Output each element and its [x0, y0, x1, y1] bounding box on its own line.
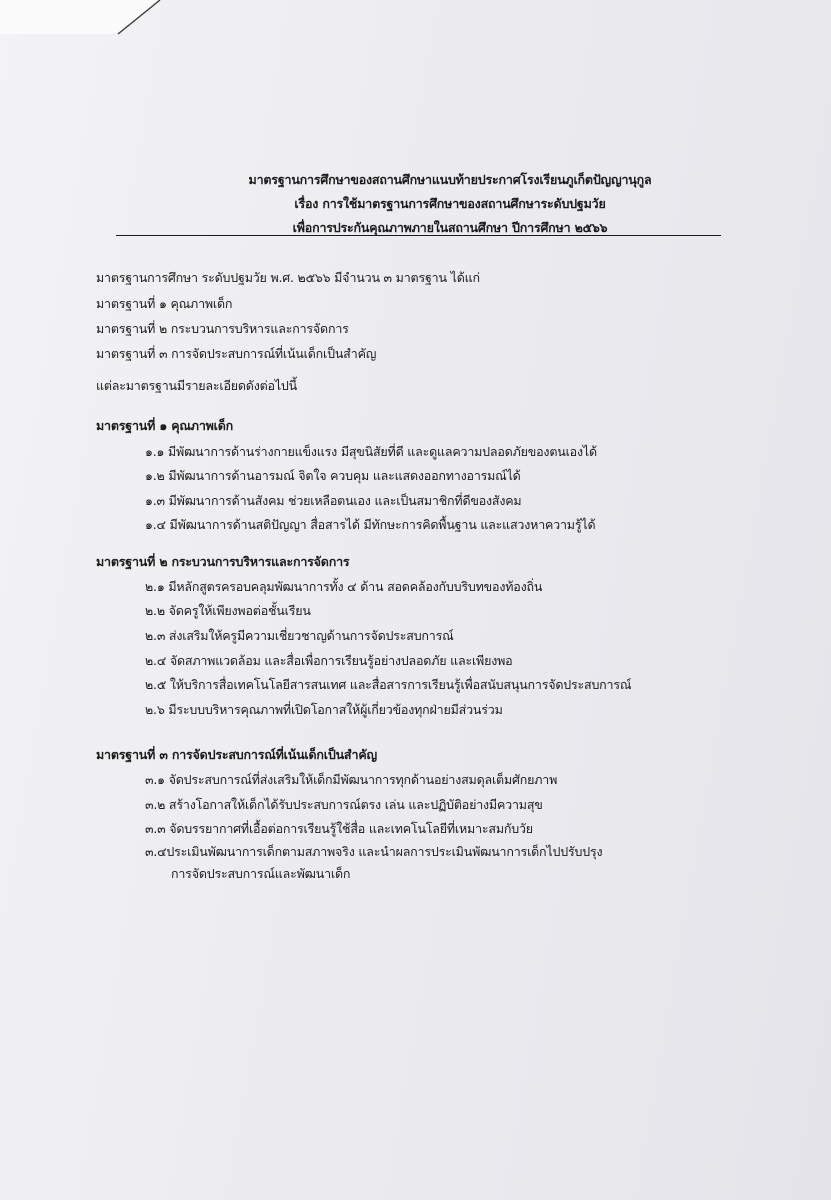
standard-2-indicator: ๒.๒ จัดครูให้เพียงพอต่อชั้นเรียน	[145, 603, 311, 618]
header-title-line-1: มาตรฐานการศึกษาของสถานศึกษาแนบท้ายประกาศโรงเรียนภูเก็ตปัญญานุกูล	[248, 172, 652, 187]
standard-3-indicator: ๓.๑ จัดประสบการณ์ที่ส่งเสริมให้เด็กมีพัฒนาการทุกด้านอย่างสมดุลเต็มศักยภาพ	[145, 772, 558, 787]
standard-3-indicator-continuation: การจัดประสบการณ์และพัฒนาเด็ก	[171, 866, 351, 881]
header-title-line-3: เพื่อการประกันคุณภาพภายในสถานศึกษา ปีการศึกษา ๒๕๖๖	[292, 220, 608, 235]
standard-2-indicator: ๒.๓ ส่งเสริมให้ครูมีความเชี่ยวชาญด้านการจัดประสบการณ์	[145, 628, 454, 643]
standard-1-indicator: ๑.๑ มีพัฒนาการด้านร่างกายแข็งแรง มีสุขนิสัยที่ดี และดูแลความปลอดภัยของตนเองได้	[145, 444, 597, 459]
standard-1-indicator: ๑.๔ มีพัฒนาการด้านสติปัญญา สื่อสารได้ มีทักษะการคิดพื้นฐาน และแสวงหาความรู้ได้	[145, 517, 596, 532]
header-underline	[116, 235, 721, 236]
standard-3-heading: มาตรฐานที่ ๓ การจัดประสบการณ์ที่เน้นเด็กเป็นสำคัญ	[96, 747, 377, 762]
standard-3-indicator: ๓.๔ประเมินพัฒนาการเด็กตามสภาพจริง และนำผลการประเมินพัฒนาการเด็กไปปรับปรุง	[145, 844, 603, 859]
intro-summary: มาตรฐานการศึกษา ระดับปฐมวัย พ.ศ. ๒๕๖๖ มีจำนวน ๓ มาตรฐาน ได้แก่	[96, 270, 480, 285]
document-header	[170, 168, 730, 240]
intro-list-item: มาตรฐานที่ ๑ คุณภาพเด็ก	[96, 296, 233, 311]
standard-2-indicator: ๒.๖ มีระบบบริหารคุณภาพที่เปิดโอกาสให้ผู้เกี่ยวข้องทุกฝ่ายมีส่วนร่วม	[145, 702, 503, 717]
standard-2-indicator: ๒.๔ จัดสภาพแวดล้อม และสื่อเพื่อการเรียนรู้อย่างปลอดภัย และเพียงพอ	[145, 653, 513, 668]
standard-3-indicator: ๓.๒ สร้างโอกาสให้เด็กได้รับประสบการณ์ตรง เล่น และปฏิบัติอย่างมีความสุข	[145, 797, 543, 812]
intro-list-item: มาตรฐานที่ ๒ กระบวนการบริหารและการจัดการ	[96, 321, 349, 336]
standard-3-indicator: ๓.๓ จัดบรรยากาศที่เอื้อต่อการเรียนรู้ใช้สื่อ และเทคโนโลยีที่เหมาะสมกับวัย	[145, 821, 533, 836]
standard-1-indicator: ๑.๒ มีพัฒนาการด้านอารมณ์ จิตใจ ควบคุม และแสดงออกทางอารมณ์ได้	[145, 468, 521, 483]
standard-2-indicator: ๒.๑ มีหลักสูตรครอบคลุมพัฒนาการทั้ง ๔ ด้าน สอดคล้องกับบริบทของท้องถิ่น	[145, 579, 543, 594]
standard-2-indicator: ๒.๕ ให้บริการสื่อเทคโนโลยีสารสนเทศ และสื่อสารการเรียนรู้เพื่อสนับสนุนการจัดประสบการณ์	[145, 677, 632, 692]
standard-1-heading: มาตรฐานที่ ๑ คุณภาพเด็ก	[96, 418, 234, 433]
standard-1-indicator: ๑.๓ มีพัฒนาการด้านสังคม ช่วยเหลือตนเอง และเป็นสมาชิกที่ดีของสังคม	[145, 493, 522, 508]
header-title-line-2: เรื่อง การใช้มาตรฐานการศึกษาของสถานศึกษาระดับปฐมวัย	[294, 196, 606, 211]
intro-list-item: มาตรฐานที่ ๓ การจัดประสบการณ์ที่เน้นเด็กเป็นสำคัญ	[96, 346, 377, 361]
details-lead-text: แต่ละมาตรฐานมีรายละเอียดดังต่อไปนี้	[96, 378, 298, 393]
standard-2-heading: มาตรฐานที่ ๒ กระบวนการบริหารและการจัดการ	[96, 554, 350, 569]
